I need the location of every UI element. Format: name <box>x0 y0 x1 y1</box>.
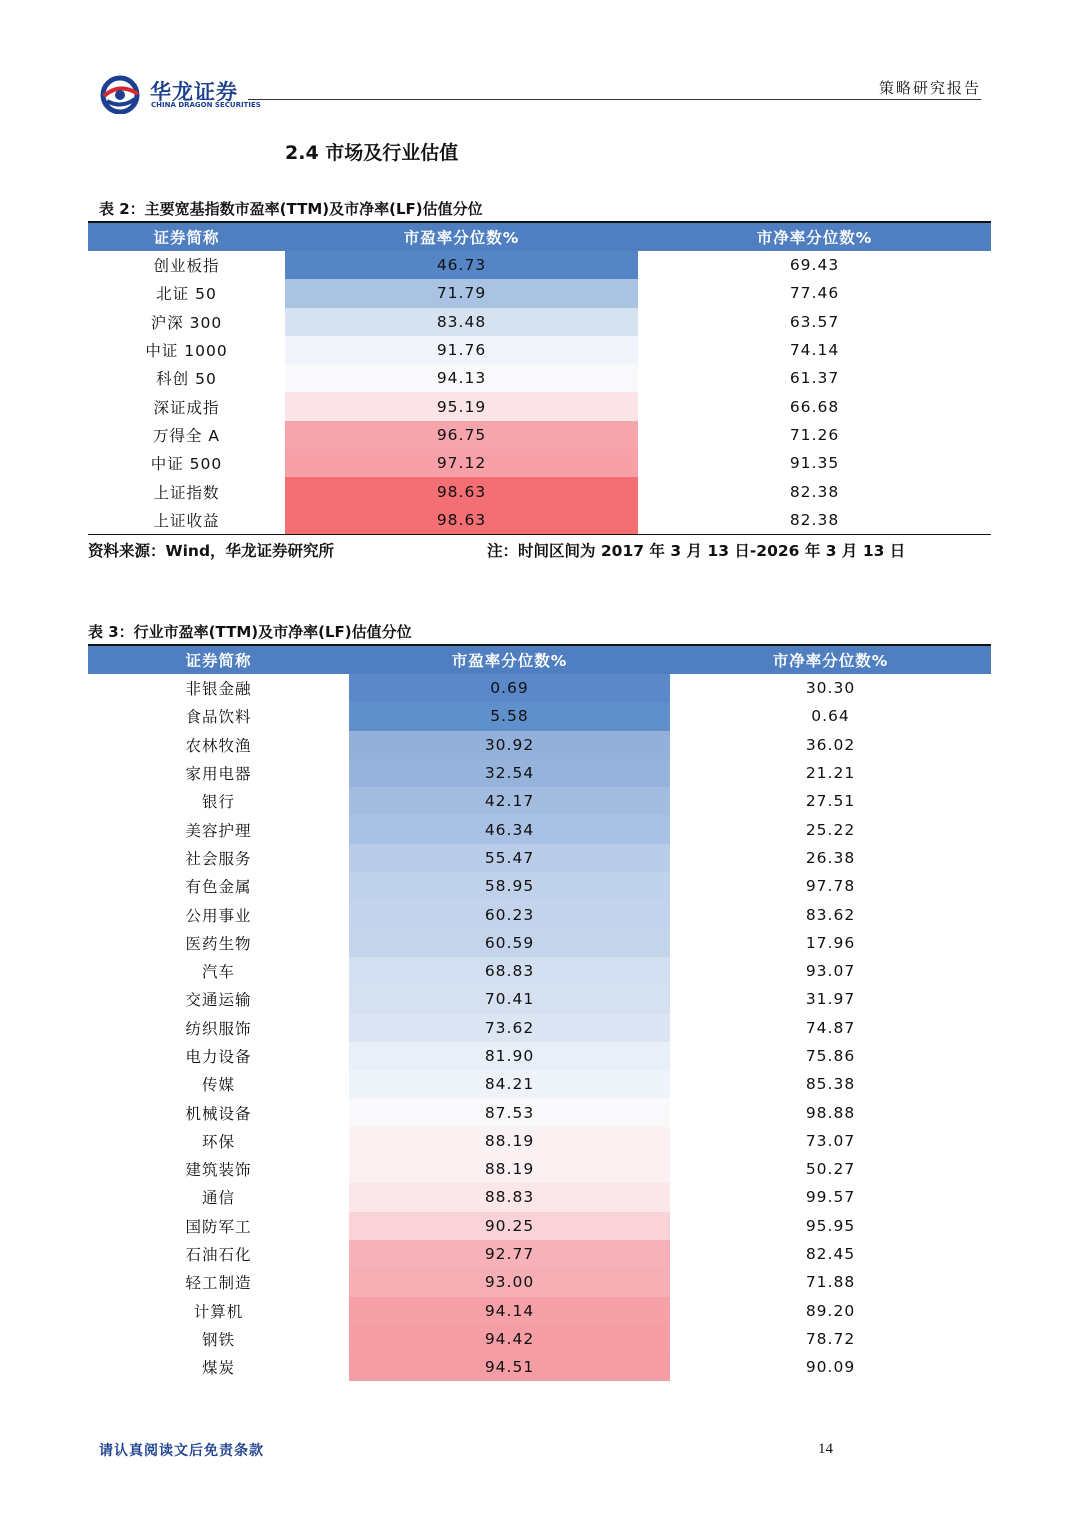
cell-pe-percentile: 70.41 <box>349 985 670 1013</box>
cell-security-name: 电力设备 <box>185 1048 252 1066</box>
cell-pe-percentile: 46.73 <box>285 251 638 279</box>
cell-pe-percentile: 88.83 <box>349 1183 670 1211</box>
cell-pb-percentile: 17.96 <box>805 933 856 952</box>
cell-security-name: 环保 <box>201 1132 235 1151</box>
cell-pe-percentile: 88.19 <box>349 1127 670 1155</box>
disclaimer-note: 请认真阅读文后免责条款 <box>99 1443 264 1459</box>
cell-pe-percentile: 95.19 <box>285 392 638 420</box>
industry-valuation-table <box>88 644 991 1381</box>
cell-pe-percentile: 98.63 <box>285 506 638 535</box>
cell-security-name: 石油石化 <box>185 1246 252 1265</box>
column-header-name: 证券简称 <box>88 645 349 674</box>
table-header-row <box>88 222 991 251</box>
cell-pb-percentile: 66.68 <box>789 397 840 416</box>
cell-pe-percentile: 93.00 <box>349 1268 670 1296</box>
cell-security-name: 纺织服饰 <box>185 1019 252 1038</box>
cell-pe-percentile: 32.54 <box>349 759 670 787</box>
cell-pb-percentile: 82.38 <box>789 482 840 501</box>
table-row <box>88 1297 991 1325</box>
table-row <box>88 421 991 449</box>
cell-security-name: 社会服务 <box>185 849 252 868</box>
cell-pe-percentile: 81.90 <box>349 1042 670 1070</box>
cell-pb-percentile: 27.51 <box>805 792 856 811</box>
broad-index-valuation-table <box>88 221 991 535</box>
table-row <box>88 1155 991 1183</box>
cell-pe-percentile: 97.12 <box>285 449 638 477</box>
cell-security-name: 上证收益 <box>153 511 220 530</box>
cell-pe-percentile: 98.63 <box>285 477 638 505</box>
table-row <box>88 1325 991 1353</box>
cell-pb-percentile: 85.38 <box>805 1075 856 1094</box>
cell-pb-percentile: 71.88 <box>805 1273 856 1292</box>
cell-pb-percentile: 98.88 <box>805 1103 856 1122</box>
cell-pe-percentile: 83.48 <box>285 308 638 336</box>
cell-pb-percentile: 83.62 <box>805 905 856 924</box>
cell-pe-percentile: 87.53 <box>349 1098 670 1126</box>
cell-pb-percentile: 74.87 <box>805 1018 856 1037</box>
cell-pb-percentile: 69.43 <box>789 256 840 275</box>
logo-chinese-name: 华龙证券 <box>150 80 238 104</box>
cell-pe-percentile: 55.47 <box>349 844 670 872</box>
cell-security-name: 国防军工 <box>185 1217 252 1236</box>
cell-pb-percentile: 99.57 <box>805 1188 856 1207</box>
cell-security-name: 机械设备 <box>185 1104 252 1123</box>
cell-pe-percentile: 84.21 <box>349 1070 670 1098</box>
cell-pe-percentile: 88.19 <box>349 1155 670 1183</box>
cell-pe-percentile: 60.23 <box>349 900 670 928</box>
table-row <box>88 1127 991 1155</box>
cell-security-name: 沪深 300 <box>150 313 223 332</box>
cell-pb-percentile: 77.46 <box>789 284 840 303</box>
cell-security-name: 非银金融 <box>185 680 252 699</box>
cell-pb-percentile: 91.35 <box>789 454 840 473</box>
cell-security-name: 科创 50 <box>156 370 217 389</box>
cell-pb-percentile: 78.72 <box>805 1329 856 1348</box>
table-row <box>88 449 991 477</box>
table-row <box>88 1240 991 1268</box>
table-row <box>88 1014 991 1042</box>
cell-pe-percentile: 46.34 <box>349 815 670 843</box>
cell-pb-percentile: 75.86 <box>805 1047 856 1065</box>
cell-security-name: 煤炭 <box>201 1359 235 1378</box>
table-row <box>88 251 991 279</box>
table-row <box>88 308 991 336</box>
cell-pe-percentile: 73.62 <box>349 1014 670 1042</box>
table-row <box>88 279 991 307</box>
section-title: 2.4 市场及行业估值 <box>285 142 459 164</box>
cell-security-name: 食品饮料 <box>185 708 252 727</box>
cell-pb-percentile: 82.45 <box>805 1245 856 1264</box>
table-row <box>88 985 991 1013</box>
cell-security-name: 钢铁 <box>201 1330 235 1349</box>
cell-pb-percentile: 97.78 <box>805 877 856 896</box>
table2-caption: 表 3：行业市盈率(TTM)及市净率(LF)估值分位 <box>88 623 412 641</box>
cell-pb-percentile: 89.20 <box>805 1301 856 1320</box>
cell-pb-percentile: 25.22 <box>805 820 856 839</box>
cell-security-name: 万得全 A <box>152 426 221 445</box>
cell-pe-percentile: 94.14 <box>349 1297 670 1325</box>
table-row <box>88 1268 991 1296</box>
cell-pe-percentile: 60.59 <box>349 929 670 957</box>
cell-pe-percentile: 5.58 <box>349 702 670 730</box>
cell-pb-percentile: 61.37 <box>789 369 840 388</box>
cell-security-name: 传媒 <box>201 1076 235 1095</box>
cell-security-name: 医药生物 <box>185 934 252 953</box>
logo-english-name: CHINA DRAGON SECURITIES <box>151 101 261 109</box>
cell-pe-percentile: 94.51 <box>349 1353 670 1381</box>
cell-pb-percentile: 90.09 <box>805 1358 856 1377</box>
table-row <box>88 929 991 957</box>
page-number: 14 <box>818 1441 833 1457</box>
column-header-name: 证券简称 <box>88 222 285 251</box>
table-row <box>88 702 991 730</box>
cell-pb-percentile: 26.38 <box>805 848 856 867</box>
cell-pb-percentile: 82.38 <box>789 510 840 529</box>
cell-pe-percentile: 0.69 <box>349 674 670 702</box>
table-row <box>88 759 991 787</box>
cell-pb-percentile: 93.07 <box>805 962 856 981</box>
cell-security-name: 汽车 <box>201 963 235 982</box>
cell-security-name: 北证 50 <box>156 285 217 304</box>
cell-pe-percentile: 91.76 <box>285 336 638 364</box>
column-header-pb: 市净率分位数% <box>670 645 991 674</box>
cell-pe-percentile: 71.79 <box>285 279 638 307</box>
cell-pb-percentile: 71.26 <box>789 425 840 444</box>
cell-pe-percentile: 30.92 <box>349 731 670 759</box>
column-header-pe: 市盈率分位数% <box>285 222 638 251</box>
table-header-row <box>88 645 991 674</box>
cell-pb-percentile: 31.97 <box>805 990 856 1009</box>
cell-security-name: 中证 1000 <box>145 342 228 361</box>
report-type-label: 策略研究报告 <box>878 79 981 97</box>
cell-pe-percentile: 94.42 <box>349 1325 670 1353</box>
cell-pb-percentile: 0.64 <box>811 707 850 726</box>
cell-pb-percentile: 50.27 <box>805 1160 856 1179</box>
cell-security-name: 通信 <box>201 1189 235 1208</box>
header-divider <box>248 99 981 100</box>
dragon-logo-icon <box>98 74 144 114</box>
cell-pb-percentile: 73.07 <box>805 1131 856 1150</box>
cell-pe-percentile: 68.83 <box>349 957 670 985</box>
cell-security-name: 建筑装饰 <box>185 1161 252 1180</box>
cell-pb-percentile: 63.57 <box>789 312 840 331</box>
cell-pe-percentile: 58.95 <box>349 872 670 900</box>
cell-pb-percentile: 36.02 <box>805 735 856 754</box>
table-row <box>88 477 991 505</box>
time-range-note: 注：时间区间为 2017 年 3 月 13 日-2026 年 3 月 13 日 <box>487 542 906 560</box>
table-row <box>88 674 991 702</box>
cell-security-name: 家用电器 <box>185 765 252 784</box>
table-row <box>88 392 991 420</box>
table1-caption: 表 2：主要宽基指数市盈率(TTM)及市净率(LF)估值分位 <box>99 200 483 218</box>
table-row <box>88 872 991 900</box>
cell-security-name: 交通运输 <box>185 991 252 1010</box>
cell-pe-percentile: 92.77 <box>349 1240 670 1268</box>
company-logo <box>98 72 261 116</box>
cell-security-name: 创业板指 <box>153 257 220 276</box>
cell-pe-percentile: 94.13 <box>285 364 638 392</box>
table-row <box>88 1070 991 1098</box>
table-row <box>88 1042 991 1070</box>
cell-security-name: 计算机 <box>193 1302 244 1321</box>
table-row <box>88 787 991 815</box>
cell-pb-percentile: 74.14 <box>789 341 840 360</box>
table-row <box>88 1183 991 1211</box>
cell-security-name: 轻工制造 <box>185 1274 252 1293</box>
column-header-pb: 市净率分位数% <box>638 222 991 251</box>
table-row <box>88 336 991 364</box>
table-row <box>88 1098 991 1126</box>
table-row <box>88 1212 991 1240</box>
data-source-note: 资料来源：Wind，华龙证券研究所 <box>88 542 335 560</box>
table-row <box>88 844 991 872</box>
cell-pb-percentile: 21.21 <box>805 764 856 783</box>
cell-security-name: 农林牧渔 <box>185 736 252 755</box>
table-row <box>88 506 991 535</box>
cell-security-name: 深证成指 <box>153 398 220 417</box>
cell-pe-percentile: 42.17 <box>349 787 670 815</box>
cell-pe-percentile: 90.25 <box>349 1212 670 1240</box>
table-row <box>88 1353 991 1381</box>
cell-security-name: 美容护理 <box>185 821 252 840</box>
cell-pe-percentile: 96.75 <box>285 421 638 449</box>
cell-security-name: 有色金属 <box>185 878 252 897</box>
table-row <box>88 957 991 985</box>
cell-pb-percentile: 30.30 <box>805 679 856 698</box>
cell-pb-percentile: 95.95 <box>805 1216 856 1235</box>
cell-security-name: 中证 500 <box>150 455 223 474</box>
table-row <box>88 900 991 928</box>
table-row <box>88 364 991 392</box>
table-row <box>88 731 991 759</box>
table-row <box>88 815 991 843</box>
column-header-pe: 市盈率分位数% <box>349 645 670 674</box>
cell-security-name: 上证指数 <box>153 483 220 502</box>
cell-security-name: 银行 <box>201 793 235 812</box>
cell-security-name: 公用事业 <box>185 906 252 925</box>
